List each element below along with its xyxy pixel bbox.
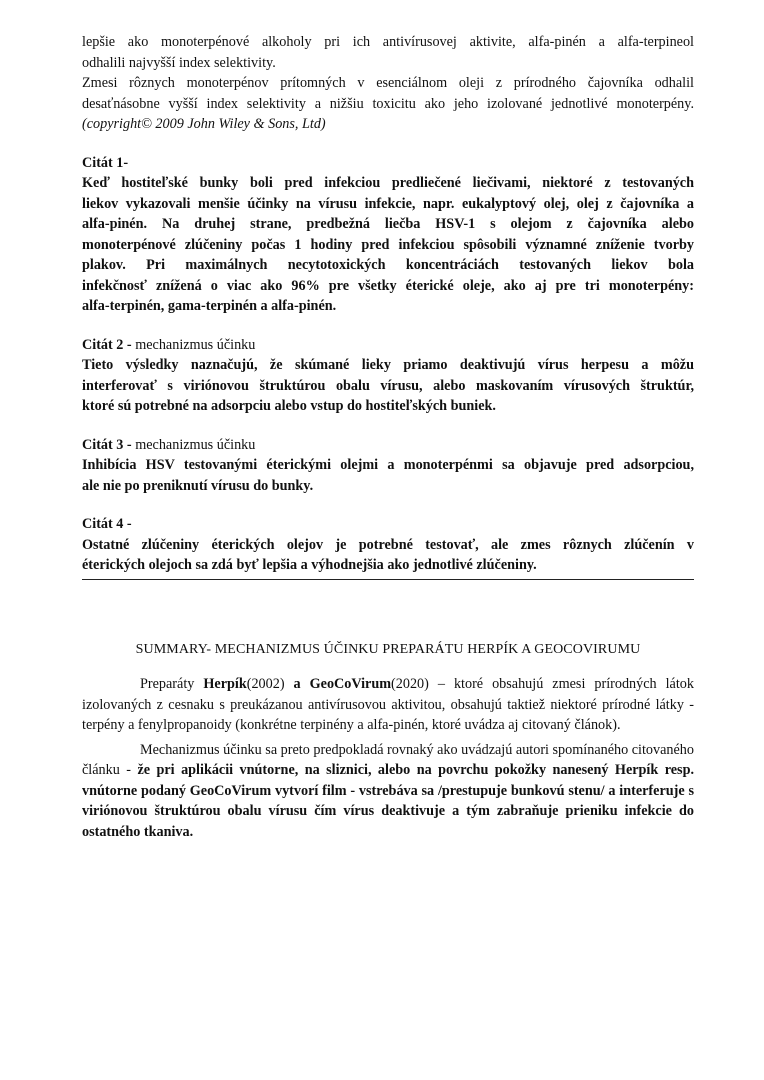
summary-bold-text: že pri aplikácii vnútorne, na sliznici, alebo na povrchu pokožky nanesený Herpík resp. vnútorne podaný GeoCoVirum vytvorí film - vstrebáva sa /prestupuje bunkovú stenu/ a interferuje s viriónovou štruktúrou obalu vírusu čím vírus deaktivuje a tým zabraňuje prieniku infekcie do ostatného tkaniva. bbox=[82, 762, 695, 840]
quote-line: monoterpénové zlúčeniny počas 1 hodiny pred infekciou spôsobili významné zníženie tvorby bbox=[82, 236, 694, 253]
quote-title bbox=[82, 514, 694, 535]
quote-line: Ostatné zlúčeniny éterických olejov je potrebné testovať, ale zmes rôznych zlúčenín v bbox=[82, 536, 694, 553]
quote-subtitle: mechanizmus účinku bbox=[131, 336, 256, 353]
summary-heading: SUMMARY- MECHANIZMUS ÚČINKU PREPARÁTU HERPÍK A GEOCOVIRUMU bbox=[135, 641, 641, 657]
intro-line-2: odhalili najvyšší index selektivity. bbox=[82, 54, 276, 71]
quote-2 bbox=[82, 335, 694, 417]
quote-line: liekov vykazovali menšie účinky na vírusu infekcie, napr. eukalyptový olej, olej z čajovníka a bbox=[82, 195, 694, 212]
quote-line: plakov. Pri maximálnych necytotoxických koncentráciách testovaných liekov bola bbox=[82, 257, 694, 273]
quote-label: Citát 3 - bbox=[82, 436, 132, 453]
quote-line: infekčnosť znížená o viac ako 96% pre všetky éterické oleje, ako aj pre tri monoterpény: bbox=[82, 277, 694, 294]
summary-paragraph-2 bbox=[82, 740, 694, 843]
quote-1 bbox=[82, 153, 694, 317]
quote-label: Citát 1- bbox=[82, 154, 129, 171]
intro-line-4: desaťnásobne vyšší index selektivity a nižšiu toxicitu ako jeho izolované jednotlivé monoterpény. bbox=[82, 95, 694, 112]
summary-paragraph-1 bbox=[82, 674, 694, 736]
quote-line: ale nie po preniknutí vírusu do bunky. bbox=[82, 477, 314, 494]
quote-title bbox=[82, 335, 694, 356]
quote-line: Tieto výsledky naznačujú, že skúmané lieky priamo deaktivujú vírus herpesu a môžu bbox=[82, 357, 694, 373]
intro-line-3: Zmesi rôznych monoterpénov prítomných v esenciálnom oleji z prírodného čajovníka odhalil bbox=[82, 75, 694, 91]
quote-label: Citát 2 - bbox=[82, 336, 132, 353]
quote-line: interferovať s viriónovou štruktúrou obalu vírusu, alebo maskovaním vírusových štruktúr, bbox=[82, 377, 694, 394]
quote-line: ktoré sú potrebné na adsorpciu alebo vstup do hostiteľských buniek. bbox=[82, 398, 496, 414]
copyright-text: (copyright© 2009 John Wiley & Sons, Ltd) bbox=[82, 116, 326, 132]
summary-text: Preparáty bbox=[140, 676, 204, 692]
section-divider bbox=[82, 579, 694, 580]
quote-line: éterických olejoch sa zdá byť lepšia a výhodnejšia ako jednotlivé zlúčeniny. bbox=[82, 557, 537, 573]
quote-body bbox=[82, 173, 694, 317]
quote-title bbox=[82, 153, 694, 174]
product-name-geocovirum: a GeoCoVirum bbox=[293, 676, 392, 692]
summary-text: (2002) bbox=[246, 676, 294, 692]
quote-line: Inhibícia HSV testovanými éterickými olejmi a monoterpénmi sa objavuje pred adsorpciou, bbox=[82, 457, 694, 473]
quote-3 bbox=[82, 435, 694, 497]
summary-text: (2020) – ktoré obsahujú zmesi prírodných látok izolovaných z cesnaku s preukázanou antivírusovou aktivitou, obsahujú taktiež niektoré prírodné látky - terpény a fenylpropanoidy (konkrétne terpinény a alfa-pinén, ktoré uvádza aj citovaný článok). bbox=[82, 676, 694, 733]
summary-text: Mechanizmus účinku sa preto predpokladá rovnaký ako uvádzajú autori spomínaného citovaného článku - bbox=[82, 741, 694, 778]
quote-subtitle: mechanizmus účinku bbox=[131, 436, 256, 453]
intro-section bbox=[82, 32, 694, 135]
quote-line: Keď hostiteľské bunky boli pred infekciou predliečené liečivami, niektoré z testovaných bbox=[82, 175, 694, 191]
copyright-note bbox=[82, 114, 694, 135]
document-page bbox=[82, 32, 694, 842]
quote-body bbox=[82, 535, 694, 576]
quote-title bbox=[82, 435, 694, 456]
quote-4 bbox=[82, 514, 694, 576]
intro-line-1: lepšie ako monoterpénové alkoholy pri ich antivírusovej aktivite, alfa-pinén a alfa-terpineol bbox=[82, 34, 694, 50]
quote-body bbox=[82, 455, 694, 496]
quote-line: alfa-terpinén, gama-terpinén a alfa-pinén. bbox=[82, 298, 337, 314]
quote-line: alfa-pinén. Na druhej strane, predbežná liečba HSV-1 s olejom z čajovníka alebo bbox=[82, 216, 694, 232]
quote-body bbox=[82, 355, 694, 417]
product-name-herpik: Herpík bbox=[203, 676, 247, 692]
quote-label: Citát 4 - bbox=[82, 516, 132, 532]
